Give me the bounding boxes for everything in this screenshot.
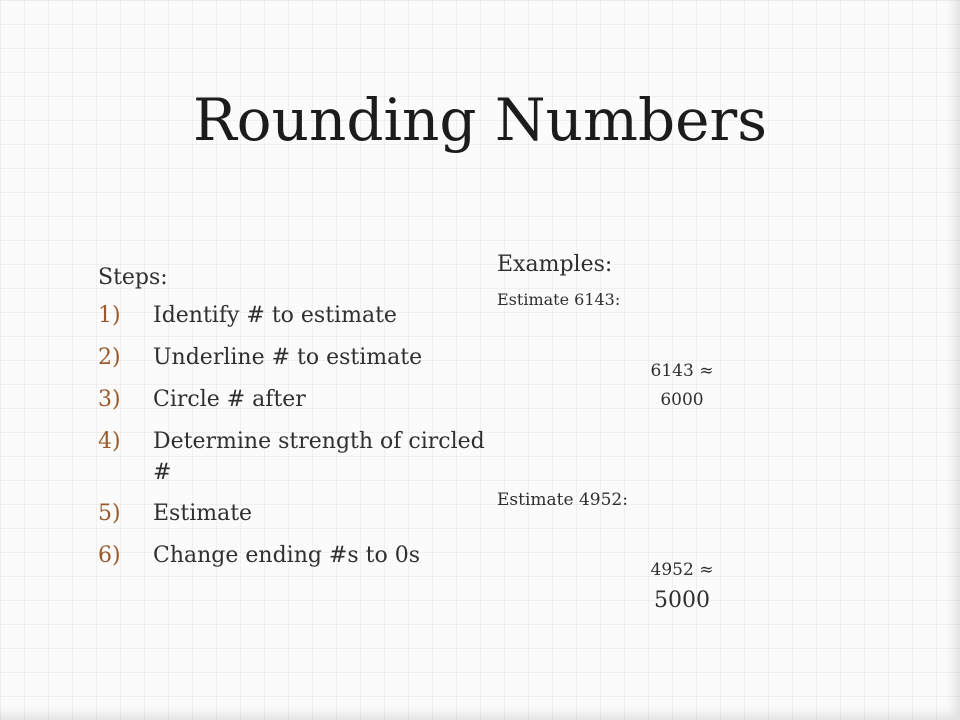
step-item (98, 541, 498, 572)
step-number: 5) (98, 501, 121, 527)
step-text: Determine strength of circled # (153, 428, 485, 485)
example1-label: Estimate 6143: (497, 290, 621, 309)
example2-result (612, 557, 752, 617)
steps-heading: Steps: (98, 265, 168, 290)
step-text: Underline # to estimate (153, 345, 423, 371)
step-item (98, 301, 498, 332)
step-item (98, 343, 498, 374)
steps-section (98, 265, 498, 583)
example1-result (612, 357, 752, 415)
step-item (98, 427, 498, 489)
step-number: 3) (98, 386, 121, 412)
step-number: 1) (98, 303, 121, 329)
step-number: 4) (98, 428, 121, 454)
example1-result-line1: 6143 ≈ (650, 361, 714, 381)
slide-title: Rounding Numbers (193, 86, 767, 154)
step-item (98, 385, 498, 416)
step-text: Change ending #s to 0s (153, 543, 421, 569)
example1-result-line2: 6000 (660, 389, 704, 410)
examples-heading: Examples: (497, 252, 613, 277)
step-text: Circle # after (153, 386, 306, 412)
example2-result-line2: 5000 (654, 588, 710, 614)
step-number: 6) (98, 543, 121, 569)
step-text: Estimate (153, 501, 253, 527)
example2-result-line1: 4952 ≈ (650, 560, 714, 580)
step-text: Identify # to estimate (153, 303, 397, 329)
example2-label: Estimate 4952: (497, 490, 628, 510)
step-number: 2) (98, 345, 121, 371)
step-item (98, 499, 498, 530)
